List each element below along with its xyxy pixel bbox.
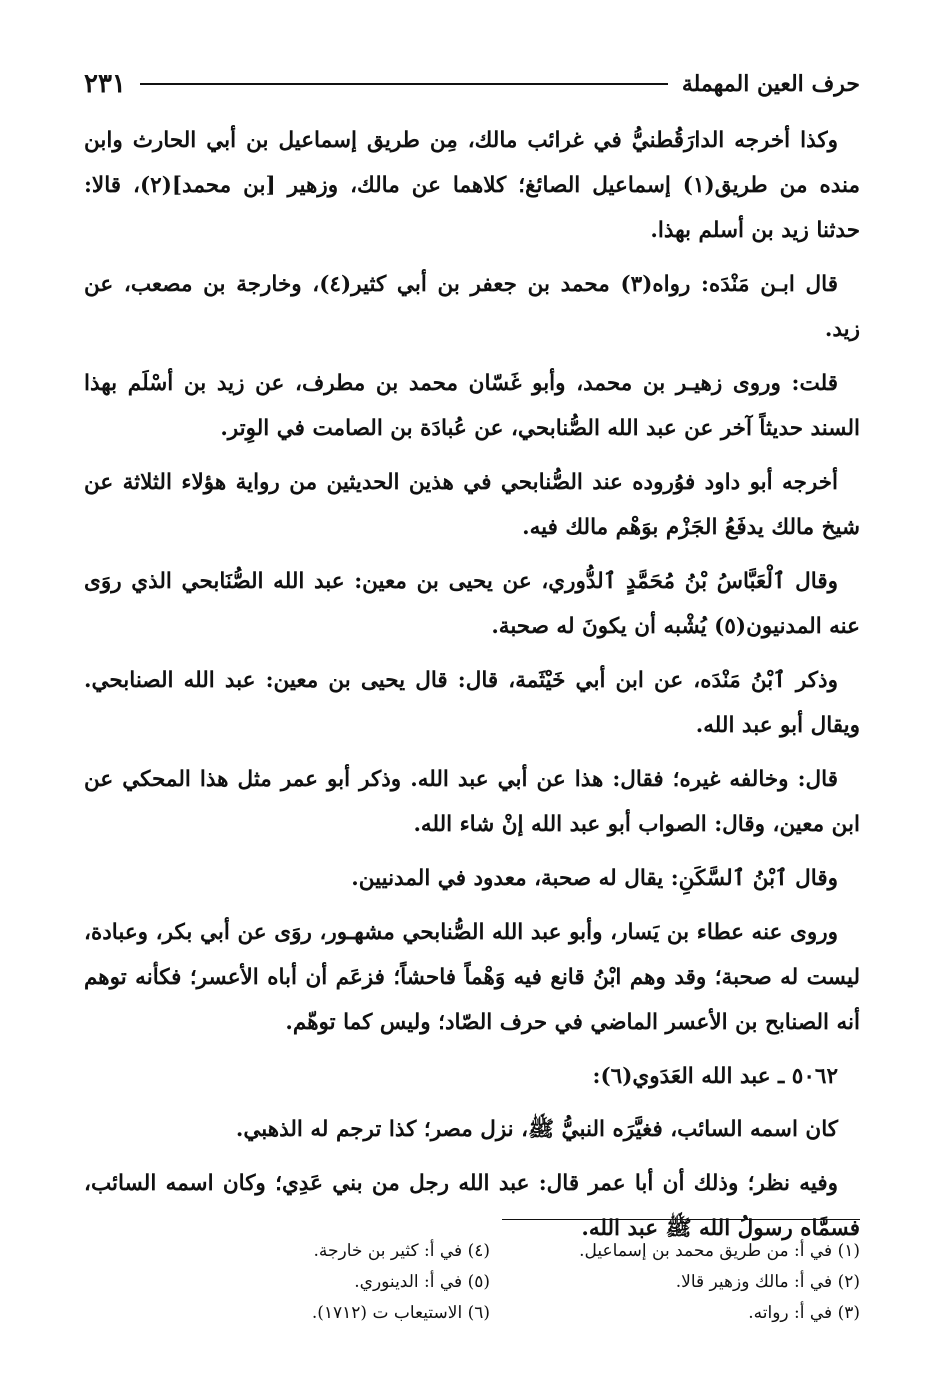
paragraph: قلت: وروى زهيـر بن محمد، وأبو غَسّان محمد بن مطرف، عن زيد بن أسْلَم بهذا السند حديثاً آخر عن عبد الله الصُّنابحي، عن عُبادَة بن الصامت في الوِتر. [84, 371, 860, 441]
paragraph: قال ابـن مَنْدَه: رواه(٣) محمد بن جعفر بن أبي كثير(٤)، وخارجة بن مصعب، عن زيد. [84, 272, 860, 342]
paragraph: وفيه نظر؛ وذلك أن أبا عمر قال: عبد الله رجل من بني عَدِي؛ وكان اسمه السائب، فسمَّاه رسولُ الله ﷺ عبد الله. [84, 1171, 860, 1241]
paragraph: وكذا أخرجه الدارَقُطنيُّ في غرائب مالك، مِن طريق إسماعيل بن أبي الحارث وابن منده من طريق(١) إسماعيل الصائغ؛ كلاهما عن مالك، وزهير [بن محمد](٢)، قالا: حدثنا زيد بن أسلم بهذا. [84, 128, 860, 243]
footnote: (٦) الاستيعاب ت (١٧١٢). [311, 1303, 490, 1323]
paragraph: وقال ٱبْنُ ٱلسَّكَنِ: يقال له صحبة، معدود في المدنيين. [351, 866, 838, 891]
paragraph: أخرجه أبو داود فوُروده عند الصُّنابحي في هذين الحديثين من رواية هؤلاء الثلاثة عن شيخ مالك يدفَعُ الجَزْم بوَهْم مالك فيه. [84, 470, 860, 540]
paragraph: كان اسمه السائب، فغيَّرَه النبيُّ ﷺ، نزل مصر؛ كذا ترجم له الذهبي. [235, 1117, 838, 1142]
footnotes-right-column [530, 1236, 860, 1329]
footnotes-left-column [160, 1236, 490, 1329]
paragraph: وذكر ٱبْنُ مَنْدَه، عن ابن أبي خَيْثَمة، قال: قال يحيى بن معين: عبد الله الصنابحي. ويقال أبو عبد الله. [84, 668, 860, 738]
footnote: (٥) في أ: الدينوري. [354, 1272, 490, 1292]
main-text [84, 118, 860, 1260]
page-header [84, 64, 860, 104]
running-title: حرف العين المهملة [681, 71, 860, 97]
paragraph: وقال ٱلْعَبَّاسُ بْنُ مُحَمَّدٍ ٱلدُّوري، عن يحيى بن معين: عبد الله الصُّنَابحي الذي روَى عنه المدنيون(٥) يُشْبه أن يكونَ له صحبة. [84, 569, 860, 639]
footnote-rule [502, 1219, 860, 1220]
page-number: ٢٣١ [84, 69, 126, 99]
footnote: (٢) في أ: مالك وزهير قالا. [675, 1272, 860, 1292]
entry-heading: ٥٠٦٢ ـ عبد الله العَدَوي(٦): [592, 1064, 838, 1089]
paragraph: وروى عنه عطاء بن يَسار، وأبو عبد الله الصُّنابحي مشهـور، روَى عن أبي بكر، وعبادة، ليست له صحبة؛ وقد وهم ابْنُ قانع فيه وَهْماً فاحشاً؛ فزعَم أن أباه الأعسر؛ فكأنه توهم أنه الصنابح بن الأعسر الماضي في حرف الصّاد؛ وليس كما توهّم. [84, 920, 860, 1035]
footnote: (٤) في أ: كثير بن خارجة. [313, 1241, 490, 1261]
footnote: (٣) في أ: رواته. [748, 1303, 860, 1323]
footnotes [160, 1236, 860, 1329]
footnote: (١) في أ: من طريق محمد بن إسماعيل. [579, 1241, 860, 1261]
header-rule [140, 83, 668, 85]
paragraph: قال: وخالفه غيره؛ فقال: هذا عن أبي عبد الله. وذكر أبو عمر مثل هذا المحكي عن ابن معين، وقال: الصواب أبو عبد الله إنْ شاء الله. [84, 767, 860, 837]
